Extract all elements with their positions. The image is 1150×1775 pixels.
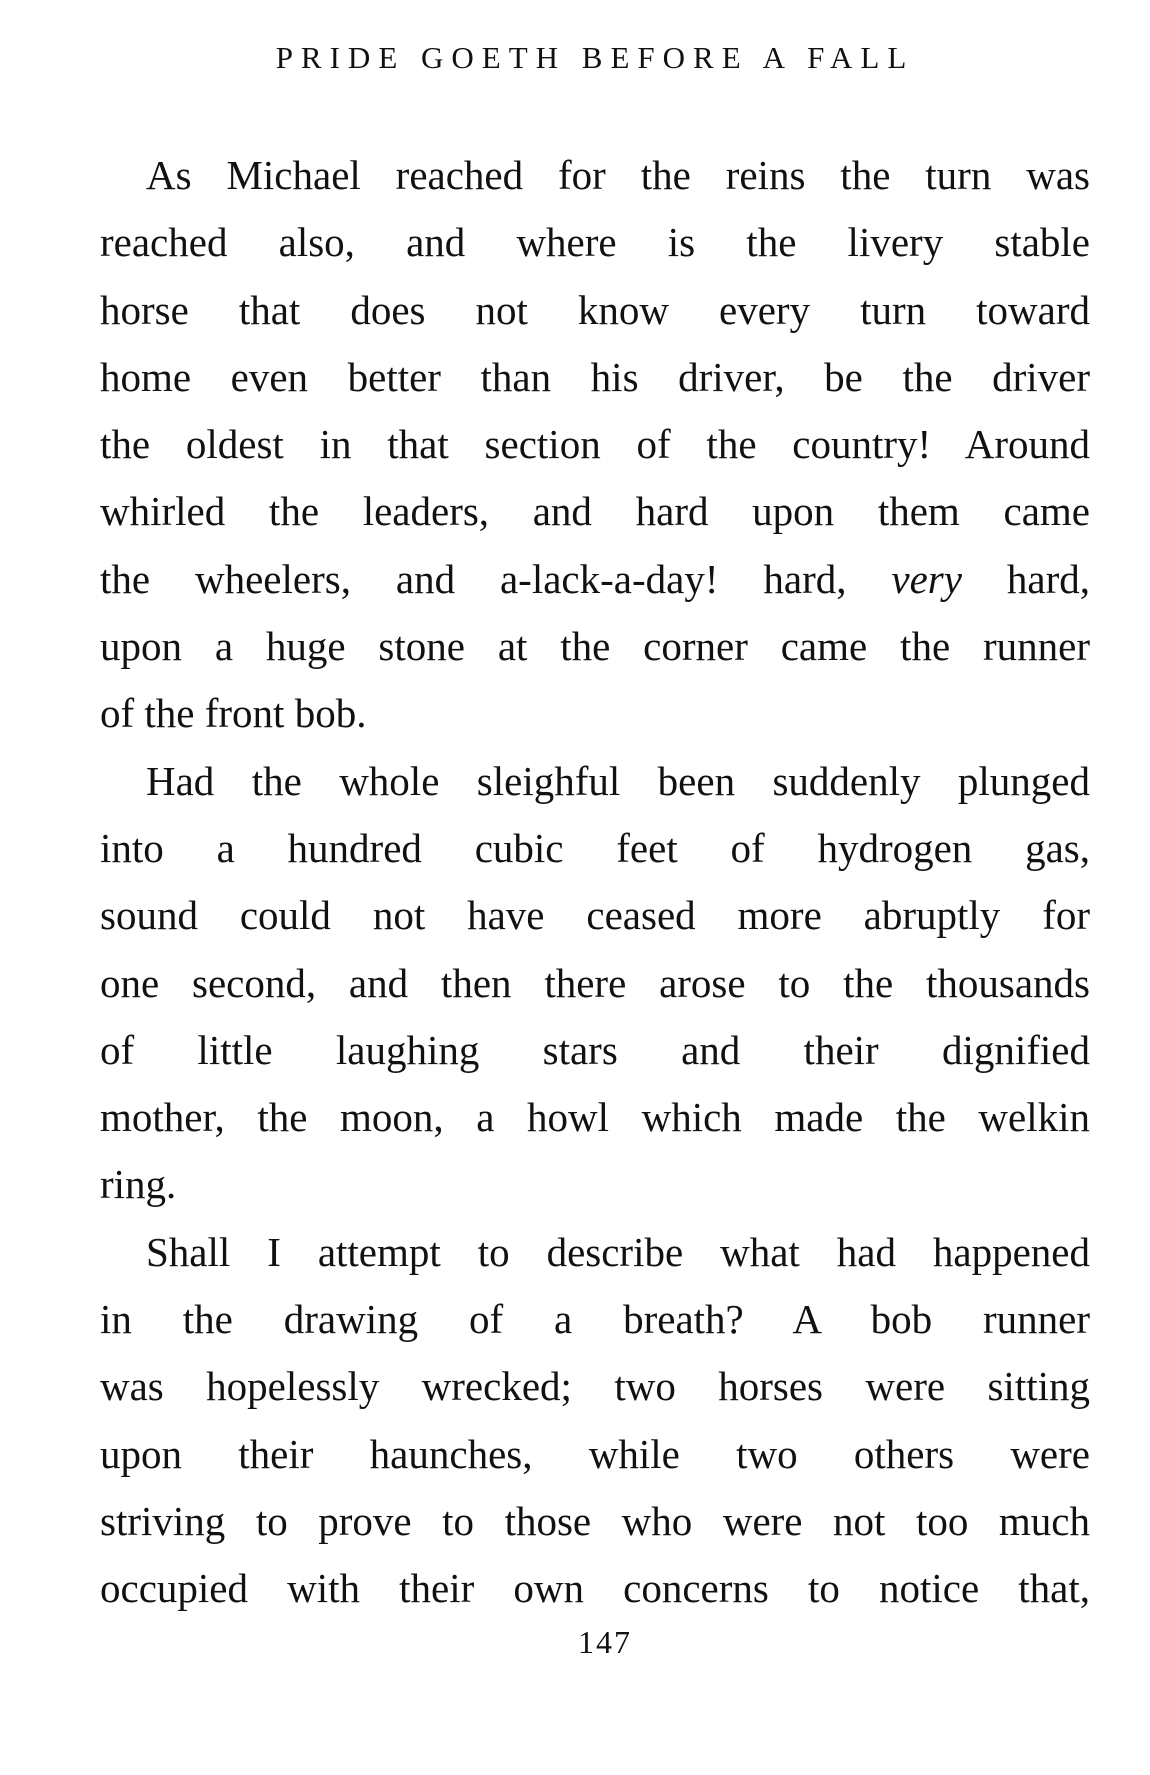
text-line: one second, and then there arose to the thousands [100,959,1090,1006]
paragraph-3 [100,1219,1090,1623]
text-line: whirled the leaders, and hard upon them came [100,488,1090,535]
paragraph-2 [100,748,1090,1219]
text-line: upon a huge stone at the corner came the runner [100,623,1090,670]
text-line: the wheelers, and a-lack-a-day! hard, very hard, [100,555,1090,602]
text-line: striving to prove to those who were not too much [100,1497,1090,1544]
text-line: horse that does not know every turn toward [100,286,1090,333]
text-line: the oldest in that section of the country! Around [100,421,1090,468]
text-line: occupied with their own concerns to notice that, [100,1565,1090,1612]
text-line: Had the whole sleighful been suddenly plunged [146,757,1090,804]
text-line: As Michael reached for the reins the turn was [146,152,1090,198]
text-line: into a hundred cubic feet of hydrogen gas, [100,824,1090,871]
text-line: of the front bob. [100,690,367,737]
text-line: in the drawing of a breath? A bob runner [100,1296,1090,1343]
text-line: reached also, and where is the livery stable [100,219,1090,266]
text-line: of little laughing stars and their dignified [100,1026,1090,1073]
text-line: upon their haunches, while two others were [100,1430,1090,1477]
text-line: mother, the moon, a howl which made the welkin [100,1094,1090,1141]
text-line: sound could not have ceased more abruptly for [100,892,1090,939]
text-line: ring. [100,1161,177,1208]
page-number: 147 [578,1624,632,1660]
text-line: Shall I attempt to describe what had happened [146,1228,1090,1275]
emphasis: very [891,555,962,602]
text-line: was hopelessly wrecked; two horses were sitting [100,1363,1090,1410]
body-text [100,142,1090,1623]
running-head: PRIDE GOETH BEFORE A FALL [275,40,915,75]
paragraph-1 [100,142,1090,748]
text-line: home even better than his driver, be the driver [100,353,1090,400]
